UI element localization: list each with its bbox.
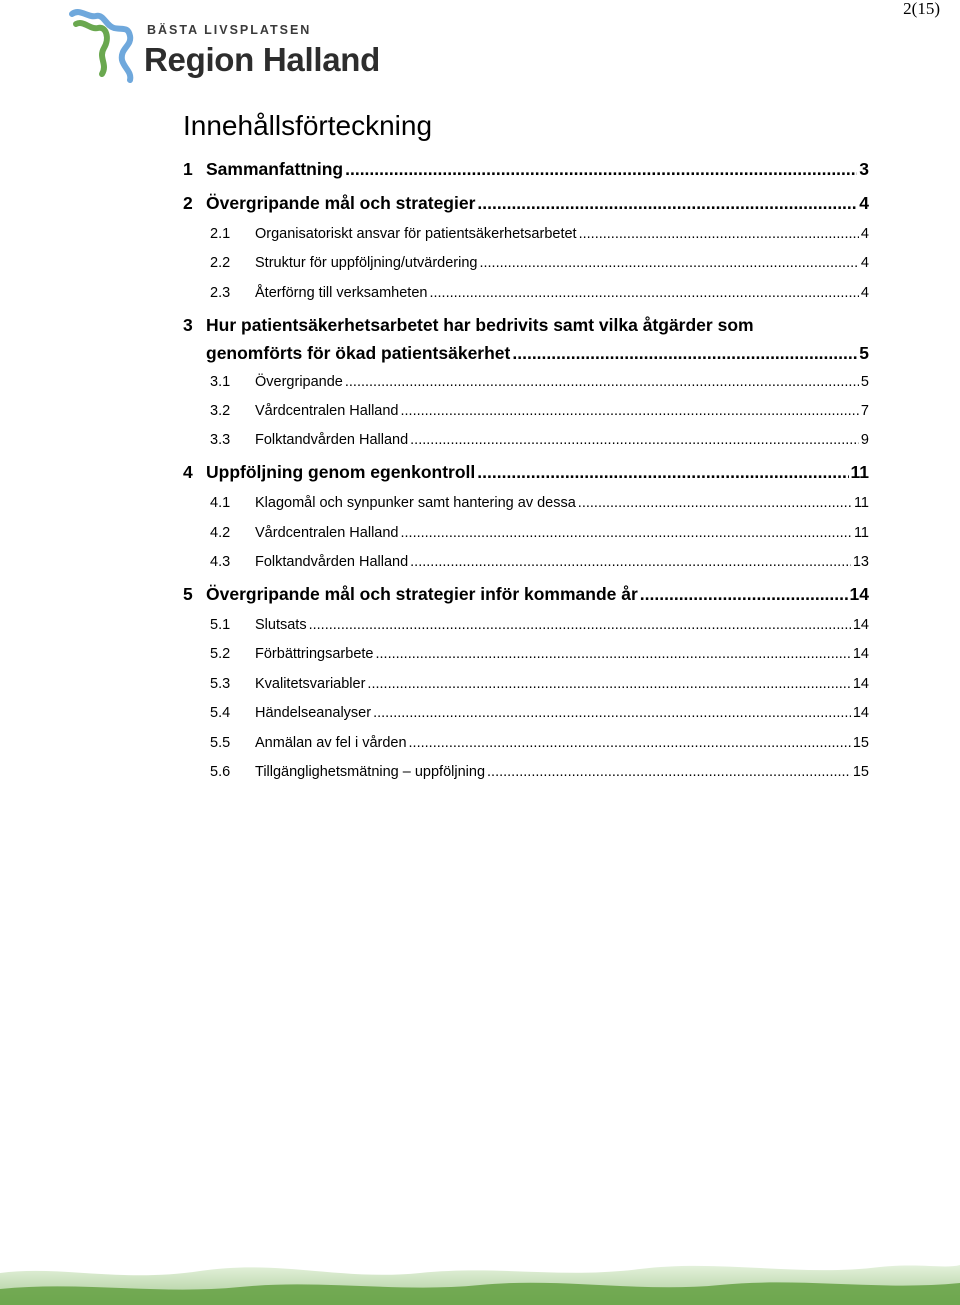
toc-entry-page: 11 [850, 462, 869, 482]
toc-leader-dots [477, 462, 848, 483]
toc-entry-text: Vårdcentralen Halland [255, 403, 399, 419]
toc-entry-number: 5.2 [210, 646, 231, 662]
toc-leader-dots [477, 193, 857, 214]
toc-entry-text: Sammanfattning [206, 159, 344, 179]
logo-tagline: BÄSTA LIVSPLATSEN [147, 23, 312, 37]
toc-entry-number: 3.3 [210, 432, 231, 448]
toc-entry-2[interactable] [183, 193, 869, 214]
toc-entry-number: 4.2 [210, 525, 231, 541]
toc-entry-4-2[interactable] [183, 525, 869, 541]
toc-entry-5-5[interactable] [183, 735, 869, 751]
toc-entry-page: 14 [852, 705, 869, 721]
toc-entry-number: 5.1 [210, 617, 231, 633]
toc-leader-dots [479, 255, 858, 271]
toc-entry-4-1[interactable] [183, 495, 869, 511]
toc-entry-4[interactable] [183, 462, 869, 483]
toc-entry-number: 2.1 [210, 226, 231, 242]
toc-leader-dots [578, 495, 852, 511]
toc-entry-text: Klagomål och synpunker samt hantering av dessa [255, 495, 576, 511]
toc-entry-3-1[interactable] [183, 374, 869, 390]
toc-entry-text: Anmälan av fel i vården [255, 735, 407, 751]
toc-entry-text: Uppföljning genom egenkontroll [206, 462, 476, 482]
toc-entry-page: 9 [860, 432, 869, 448]
toc-entry-page: 15 [852, 735, 869, 751]
toc-leader-dots [640, 584, 848, 605]
toc-entry-page: 4 [859, 193, 869, 213]
toc-entry-3-2[interactable] [183, 403, 869, 419]
toc-entry-number: 5.3 [210, 676, 231, 692]
toc-entry-5-4[interactable] [183, 705, 869, 721]
toc-entry-text: Organisatoriskt ansvar för patientsäkerhetsarbetet [255, 226, 577, 242]
region-halland-logo [66, 4, 396, 84]
toc-entry-page: 14 [849, 584, 869, 604]
toc-entry-text: Händelseanalyser [255, 705, 372, 721]
toc-entry-5[interactable] [183, 584, 869, 605]
toc-entry-3-3[interactable] [183, 432, 869, 448]
toc-entry-page: 15 [852, 764, 869, 780]
toc-entry-number: 2 [183, 193, 193, 213]
toc-entry-2-2[interactable] [183, 255, 869, 271]
toc-entry-text: Slutsats [255, 617, 307, 633]
toc-entry-text: Övergripande mål och strategier [206, 193, 476, 213]
toc-leader-dots [309, 617, 851, 633]
toc-leader-dots [373, 705, 851, 721]
page-number: 2(15) [903, 0, 940, 18]
toc-leader-dots [579, 226, 859, 242]
toc-entry-page: 14 [852, 646, 869, 662]
toc-entry-5-1[interactable] [183, 617, 869, 633]
toc-entry-number: 5.5 [210, 735, 231, 751]
toc-entry-text: Förbättringsarbete [255, 646, 374, 662]
toc-leader-dots [409, 735, 851, 751]
toc-leader-dots [367, 676, 850, 692]
toc-entry-number: 4.1 [210, 495, 231, 511]
toc-entry-text: Övergripande [255, 374, 343, 390]
toc-entry-number: 5 [183, 584, 193, 604]
toc-leader-dots [429, 285, 858, 301]
toc-title: Innehållsförteckning [183, 110, 433, 141]
toc-entry-text: Struktur för uppföljning/utvärdering [255, 255, 478, 271]
toc-entry-number: 3.2 [210, 403, 231, 419]
toc-leader-dots [345, 374, 859, 390]
toc-entry-page: 5 [860, 374, 869, 390]
toc-entry-number: 3.1 [210, 374, 231, 390]
toc-entry-page: 5 [859, 343, 869, 363]
toc-entry-number: 3 [183, 315, 193, 335]
toc-entry-text: Övergripande mål och strategier inför kommande år [206, 584, 638, 604]
toc-entry-number: 5.6 [210, 764, 231, 780]
toc-entry-number: 2.2 [210, 255, 231, 271]
toc-entry-page: 3 [859, 159, 869, 179]
toc-entry-text: Kvalitetsvariabler [255, 676, 366, 692]
toc-entry-5-2[interactable] [183, 646, 869, 662]
toc-leader-dots [375, 646, 850, 662]
toc-entry-text: Vårdcentralen Halland [255, 525, 399, 541]
toc-entry-page: 14 [852, 617, 869, 633]
logo-name: Region Halland [144, 41, 380, 78]
toc-leader-dots [487, 764, 851, 780]
toc-entry-page: 14 [852, 676, 869, 692]
toc-entry-page: 4 [860, 226, 869, 242]
toc-entry-page: 4 [860, 285, 869, 301]
toc-entry-number: 2.3 [210, 285, 231, 301]
toc-entry-number: 4.3 [210, 554, 231, 570]
toc-entry-4-3[interactable] [183, 554, 869, 570]
toc-leader-dots [400, 525, 851, 541]
toc-entry-page: 13 [852, 554, 869, 570]
toc-entry-text: Folktandvården Halland [255, 554, 409, 570]
toc-entry-5-6[interactable] [183, 764, 869, 780]
toc-entry-2-1[interactable] [183, 226, 869, 242]
toc-entry-page: 7 [860, 403, 869, 419]
toc-entry-text: Folktandvården Halland [255, 432, 409, 448]
toc-leader-dots [400, 403, 858, 419]
toc-entry-page: 4 [860, 255, 869, 271]
toc-leader-dots [512, 343, 857, 364]
toc-leader-dots [410, 432, 859, 448]
toc-entry-text: Återförng till verksamheten [255, 285, 428, 301]
toc-entry-text-line2: genomförts för ökad patientsäkerhet [206, 343, 511, 363]
toc-entry-text: Tillgänglighetsmätning – uppföljning [255, 764, 486, 780]
toc-leader-dots [410, 554, 851, 570]
toc-entry-number: 5.4 [210, 705, 231, 721]
toc-entry-5-3[interactable] [183, 676, 869, 692]
toc-entry-3[interactable] [183, 315, 869, 364]
toc-entry-1[interactable] [183, 159, 869, 180]
logo-river-icon [66, 4, 146, 84]
toc-entry-page: 11 [853, 525, 869, 541]
toc-entry-2-3[interactable] [183, 285, 869, 301]
footer-landscape-band [0, 1243, 960, 1305]
toc-entry-number: 1 [183, 159, 193, 179]
toc-entry-page: 11 [853, 495, 869, 511]
toc-leader-dots [345, 159, 857, 180]
toc-entry-text-line1: Hur patientsäkerhetsarbetet har bedrivits samt vilka åtgärder som [206, 315, 754, 335]
toc-entry-number: 4 [183, 462, 193, 482]
